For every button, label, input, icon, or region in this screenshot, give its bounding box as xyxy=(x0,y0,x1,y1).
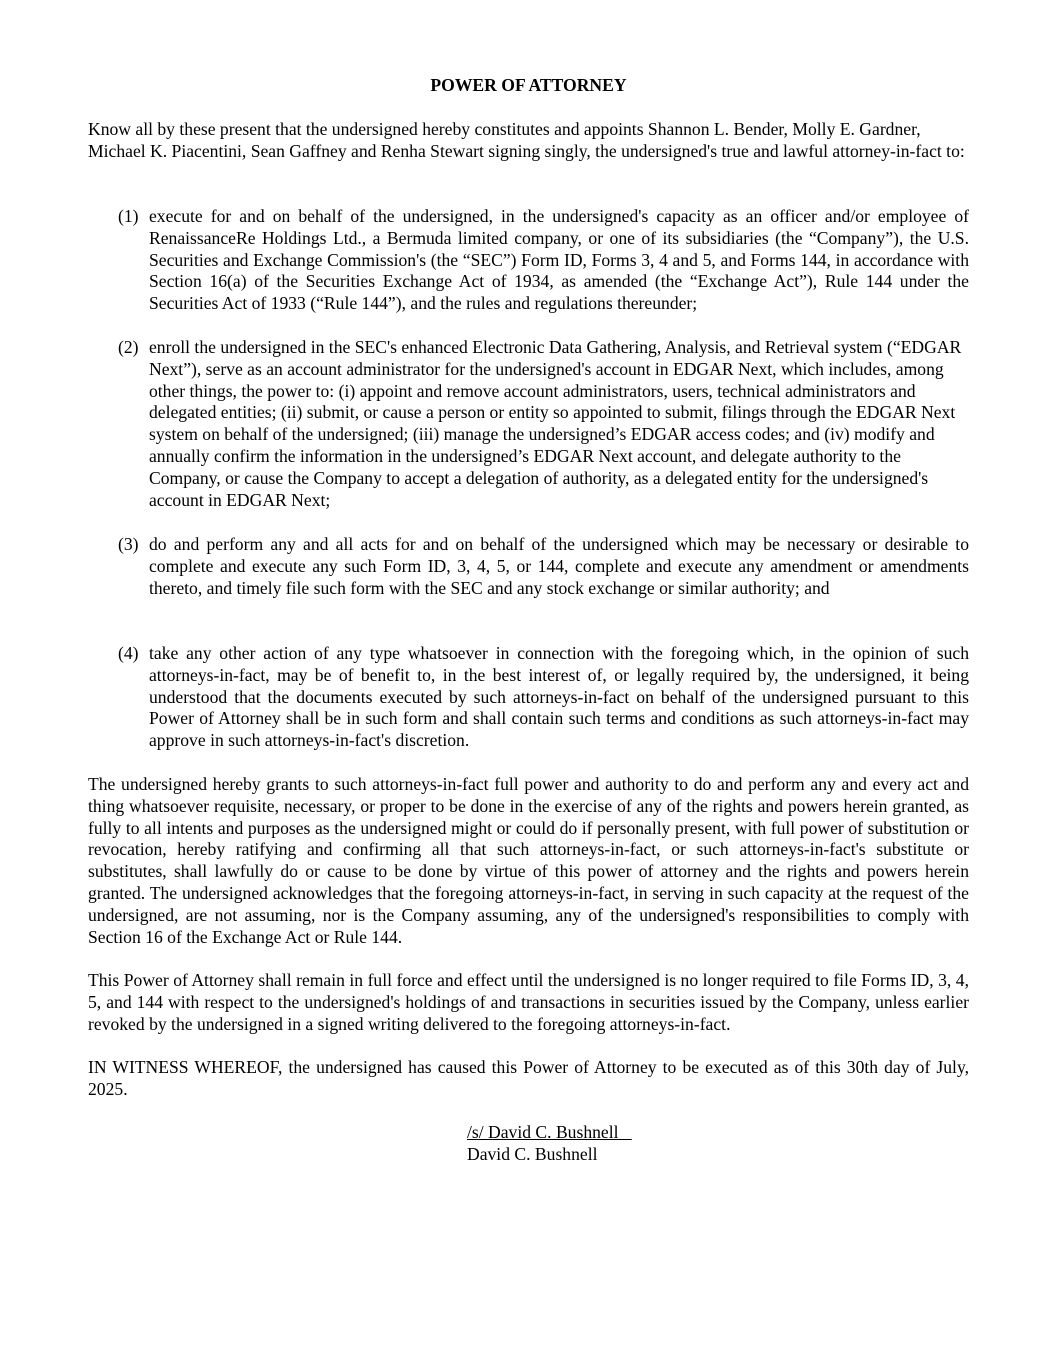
list-item xyxy=(118,337,969,511)
item-text: execute for and on behalf of the undersigned, in the undersigned's capacity as an officer and/or employee of RenaissanceRe Holdings Ltd., a Bermuda limited company, or one of its subsidiaries (the “Company”), the U.S. Securities and Exchange Commission's (the “SEC”) Form ID, Forms 3, 4 and 5, and Forms 144, in accordance with Section 16(a) of the Securities Exchange Act of 1934, as amended (the “Exchange Act”), Rule 144 under the Securities Act of 1933 (“Rule 144”), and the rules and regulations thereunder; xyxy=(149,206,969,314)
list-item xyxy=(118,534,969,599)
list-item xyxy=(118,643,969,752)
item-number: (2) xyxy=(118,337,139,357)
signatory-name: David C. Bushnell xyxy=(467,1143,598,1164)
document-title: POWER OF ATTORNEY xyxy=(430,75,627,95)
duration-paragraph: This Power of Attorney shall remain in full force and effect until the undersigned is no longer required to file Forms ID, 3, 4, 5, and 144 with respect to the undersigned's holdings of and transactions in securities issued by the Company, unless earlier revoked by the undersigned in a signed writing delivered to the foregoing attorneys-in-fact. xyxy=(88,970,969,1034)
item-text: enroll the undersigned in the SEC's enhanced Electronic Data Gathering, Analysis, and Retrieval system (“EDGAR Next”), serve as an account administrator for the undersigned's account in EDGAR Next, which includes, among other things, the power to: (i) appoint and remove account administrators, users, technical administrators and delegated entities; (ii) submit, or cause a person or entity so appointed to submit, filings through the EDGAR Next system on behalf of the undersigned; (iii) manage the undersigned’s EDGAR access codes; and (iv) modify and annually confirm the information in the undersigned’s EDGAR Next account, and delegate authority to the Company, or cause the Company to accept a delegation of authority, as a delegated entity for the undersigned's account in EDGAR Next; xyxy=(149,337,962,510)
item-number: (3) xyxy=(118,534,139,554)
item-number: (4) xyxy=(118,643,139,663)
grant-paragraph: The undersigned hereby grants to such attorneys-in-fact full power and authority to do and perform any and every act and thing whatsoever requisite, necessary, or proper to be done in the exercise of any of the rights and powers herein granted, as fully to all intents and purposes as the undersigned might or could do if personally present, with full power of substitution or revocation, hereby ratifying and confirming all that such attorneys-in-fact, or such attorneys-in-fact's substitute or substitutes, shall lawfully do or cause to be done by virtue of this power of attorney and the rights and powers herein granted. The undersigned acknowledges that the foregoing attorneys-in-fact, in serving in such capacity at the request of the undersigned, are not assuming, nor is the Company assuming, any of the undersigned's responsibilities to comply with Section 16 of the Exchange Act or Rule 144. xyxy=(88,774,969,947)
intro-paragraph: Know all by these present that the undersigned hereby constitutes and appoints Shannon L. Bender, Molly E. Gardner, Michael K. Piacentini, Sean Gaffney and Renha Stewart signing singly, the undersigned's true and lawful attorney-in-fact to: xyxy=(88,119,965,161)
witness-paragraph: IN WITNESS WHEREOF, the undersigned has caused this Power of Attorney to be executed as of this 30th day of July, 2025. xyxy=(88,1057,969,1099)
item-text: do and perform any and all acts for and on behalf of the undersigned which may be necessary or desirable to complete and execute any such Form ID, 3, 4, 5, or 144, complete and execute any amendment or amendments thereto, and timely file such form with the SEC and any stock exchange or similar authority; and xyxy=(149,534,969,598)
item-text: take any other action of any type whatsoever in connection with the foregoing which, in the opinion of such attorneys-in-fact, may be of benefit to, in the best interest of, or legally required by, the undersigned, it being understood that the documents executed by such attorneys-in-fact on behalf of the undersigned pursuant to this Power of Attorney shall be in such form and shall contain such terms and conditions as such attorneys-in-fact may approve in such attorneys-in-fact's discretion. xyxy=(149,643,969,751)
signature-line: /s/ David C. Bushnell xyxy=(467,1122,632,1142)
item-number: (1) xyxy=(118,206,139,226)
list-item xyxy=(118,206,969,315)
signature-block xyxy=(467,1122,767,1166)
